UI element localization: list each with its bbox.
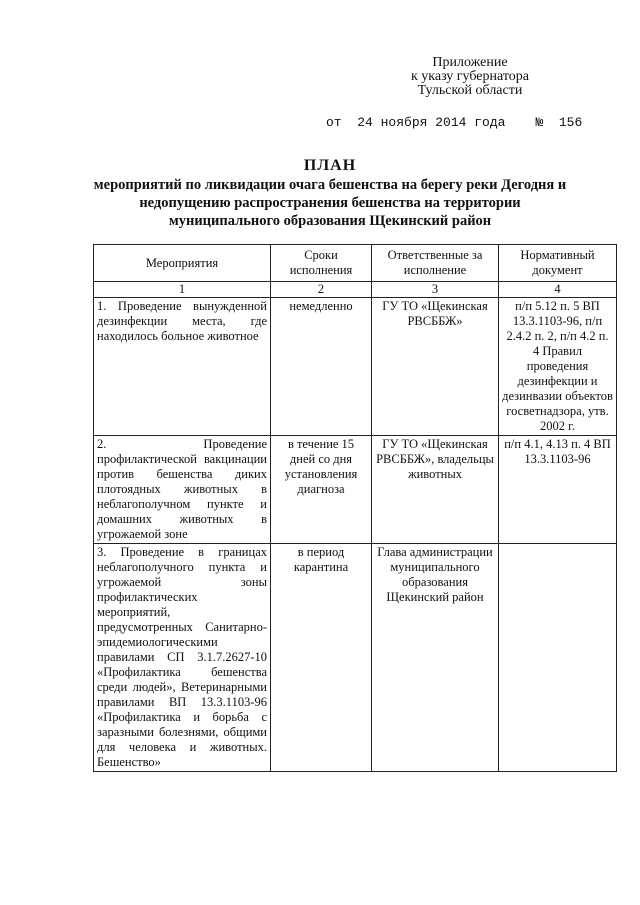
header-terms: Сроки исполнения [271,245,372,282]
action-cell: 1. Проведение вынужденной дезинфекции места, где находилось больное животное [94,298,271,436]
term-cell: немедленно [271,298,372,436]
number-prefix: № [535,115,544,130]
title-line: муниципального образования Щекинский район [168,213,492,229]
column-number: 4 [499,282,617,298]
header-document: Нормативный документ [499,245,617,282]
title-main: ПЛАН [303,157,357,174]
appendix-block [380,56,560,98]
header-responsible: Ответственные за исполнение [372,245,499,282]
date-prefix: от [326,115,342,130]
term-cell: в период карантина [271,544,372,772]
action-cell: 2. Проведение профилактической вакцинации против бешенства диких плотоядных животных в неблагополучном пункте и домашних животных в угрожаемой зоне [94,436,271,544]
table-row [94,298,617,436]
column-number: 3 [372,282,499,298]
appendix-line: к указу губернатора [410,69,530,84]
action-cell: 3. Проведение в границах неблагополучного пункта и угрожаемой зоны профилактических мероприятий, предусмотренных Санитарно-эпидемиологическими правилами СП 3.1.7.2627-10 «Профилактика бешенства среди людей», Ветеринарными правилами ВП 13.3.1103-96 «Профилактика и борьба с заразными болезнями, общими для человека и животных. Бешенство» [94,544,271,772]
column-number: 1 [94,282,271,298]
date-line [326,115,582,130]
plan-table [93,244,617,772]
responsible-cell: Глава администрации муниципального образования Щекинский район [372,544,499,772]
appendix-line: Приложение [432,55,508,70]
document-cell: п/п 4.1, 4.13 п. 4 ВП 13.3.1103-96 [499,436,617,544]
table-row [94,436,617,544]
appendix-line: Тульской области [417,83,523,98]
header-measures: Мероприятия [94,245,271,282]
responsible-cell: ГУ ТО «Щекинская РВСББЖ» [372,298,499,436]
decree-number: 156 [558,115,583,130]
term-cell: в течение 15 дней со дня установления диагноза [271,436,372,544]
column-number-row [94,282,617,298]
title-line: недопущению распространения бешенства на территории [139,195,521,211]
document-title [60,156,600,230]
table-row [94,544,617,772]
responsible-cell: ГУ ТО «Щекинская РВСББЖ», владельцы животных [372,436,499,544]
table-header-row [94,245,617,282]
document-cell: п/п 5.12 п. 5 ВП 13.3.1103-96, п/п 2.4.2 п. 2, п/п 4.2 п. 4 Правил проведения дезинфекции и дезинвазии объектов госветнадзора, утв. 2002 г. [499,298,617,436]
column-number: 2 [271,282,372,298]
document-cell [499,544,617,772]
title-line: мероприятий по ликвидации очага бешенства на берегу реки Дегодня и [93,177,567,193]
decree-date: 24 ноября 2014 года [357,115,506,130]
